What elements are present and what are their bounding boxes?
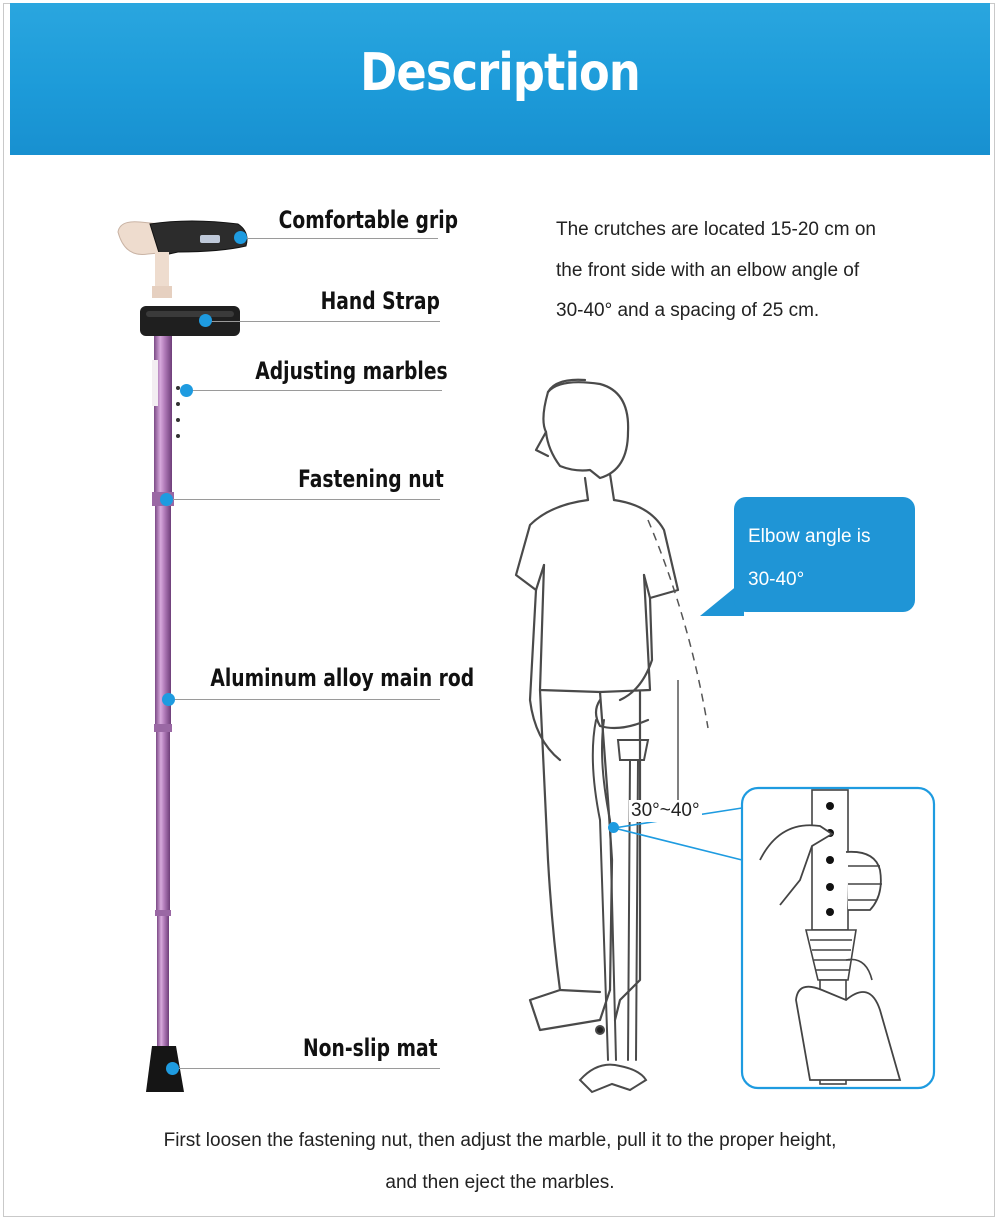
main-rod <box>152 336 180 1048</box>
usage-line-3: 30-40° and a spacing of 25 cm. <box>556 300 820 321</box>
adjust-detail-inset <box>742 788 934 1088</box>
drawn-crutch <box>580 720 648 1092</box>
grip-callout-line <box>240 238 438 239</box>
footer-instructions <box>0 1120 1000 1204</box>
grip-marker-dot <box>234 231 247 244</box>
rod-callout-line <box>168 699 440 700</box>
strap-marker-dot <box>199 314 212 327</box>
marbles-label: Adjusting marbles <box>255 357 448 385</box>
mat-callout-line <box>172 1068 440 1069</box>
page-title: Description <box>360 43 640 103</box>
usage-line-2: the front side with an elbow angle of <box>556 259 860 281</box>
rod-marker-dot <box>162 693 175 706</box>
mat-marker-dot <box>166 1062 179 1075</box>
nut-marker-dot <box>160 493 173 506</box>
mat-label: Non-slip mat <box>303 1034 438 1062</box>
strap-callout-line <box>206 321 440 322</box>
usage-instructions <box>556 210 976 332</box>
footer-line-2: and then eject the marbles. <box>385 1172 615 1193</box>
bubble-line-2: 30-40° <box>748 569 805 590</box>
elbow-angle-bubble <box>734 497 915 612</box>
bubble-line-1: Elbow angle is <box>748 526 871 547</box>
footer-line-1: First loosen the fastening nut, then adjust the marble, pull it to the proper height, <box>163 1130 837 1151</box>
nut-callout-line <box>166 499 440 500</box>
elbow-angle-text <box>748 515 908 601</box>
marbles-marker-dot <box>180 384 193 397</box>
marbles-callout-line <box>186 390 442 391</box>
strap-label: Hand Strap <box>320 287 440 315</box>
angle-label: 30°~40° <box>631 800 700 821</box>
person-line-drawing <box>516 380 678 1030</box>
rod-label: Aluminum alloy main rod <box>210 664 474 692</box>
grip-label: Comfortable grip <box>278 206 458 234</box>
crutch-marker-dot <box>608 822 619 833</box>
usage-line-1: The crutches are located 15-20 cm on <box>556 219 877 240</box>
nut-label: Fastening nut <box>298 465 444 493</box>
grip-handle <box>118 221 247 298</box>
